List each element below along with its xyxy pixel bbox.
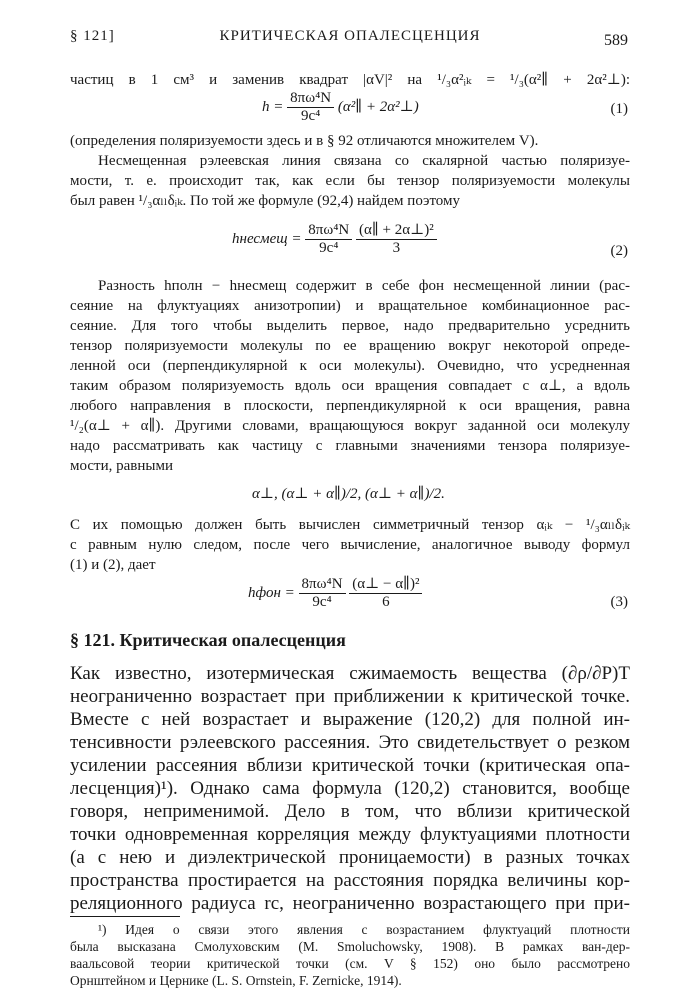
header-section-ref: § 121] xyxy=(70,28,115,44)
equation-2: hнесмещ = $\frac{\text{8πω⁴N}}{\text{9c⁴}}$ $\frac{\text{(α∥ + 2α⊥)²}}{3}$ xyxy=(232,222,437,257)
text-line: был равен ¹/₃αₗₗδᵢₖ. По той же формуле (92,4) найдем поэтому xyxy=(70,193,461,209)
text-line: частиц в 1 см³ и заменив квадрат |αV|² на ¹/₃α²ᵢₖ = ¹/₃(α²∥ + 2α²⊥): xyxy=(70,72,630,88)
section-heading: § 121. Критическая опалесценция xyxy=(70,630,346,650)
header-title: КРИТИЧЕСКАЯ ОПАЛЕСЦЕНЦИЯ xyxy=(219,28,481,44)
text-line: Несмещенная рэлеевская линия связана со скалярной частью поляризуе- xyxy=(98,153,630,169)
running-header xyxy=(0,26,700,50)
text-line: (определения поляризуемости здесь и в § 92 отличаются множителем V). xyxy=(70,133,539,149)
body-line: Как известно, изотермическая сжимаемость вещества (∂ρ/∂P)T xyxy=(70,663,630,684)
text-line: надо рассматривать как частицу с главными значениями тензора поляризуе- xyxy=(70,438,630,454)
body-line: (а с нею и диэлектрической проницаемости) в разных точках xyxy=(70,847,630,868)
text-line: ленной оси (перпендикулярной к оси молекулы). Очевидно, что усредненная xyxy=(70,358,630,374)
body-line: пространства простирается на расстояния порядка величины кор- xyxy=(70,870,630,891)
body-line: говоря, неприменимой. Дело в том, что вблизи критической xyxy=(70,801,630,822)
equation-1-number: (1) xyxy=(610,101,628,117)
text-line: таким образом поляризуемость вдоль оси вращения совпадает с α⊥, а вдоль xyxy=(70,378,630,394)
footnote-line: ¹) Идея о связи этого явления с возрастанием флуктуаций плотности xyxy=(98,922,630,937)
body-line: усилении рассеяния вблизи критической точки (критическая опа- xyxy=(70,755,630,776)
text-line: сеяние на флуктуациях анизотропии) и вращательное комбинационное рас- xyxy=(70,298,630,314)
footnote-line: Орнштейном и Цернике (L. S. Ornstein, F. Zernicke, 1914). xyxy=(70,973,402,988)
equation-values: α⊥, (α⊥ + α∥)/2, (α⊥ + α∥)/2. xyxy=(252,486,445,502)
body-line: точки одновременная корреляция между флуктуациями плотности xyxy=(70,824,630,845)
text-line: Разность hполн − hнесмещ содержит в себе фон несмещенной линии (рас- xyxy=(98,278,630,294)
text-line: (1) и (2), дает xyxy=(70,557,156,573)
body-line: неограниченно возрастает при приближении к критической точке. xyxy=(70,686,630,707)
text-line: С их помощью должен быть вычислен симметричный тензор αᵢₖ − ¹/₃αₗₗδᵢₖ xyxy=(70,517,630,533)
text-line: мости, т. е. происходит так, как если бы тензор поляризуемости молекулы xyxy=(70,173,630,189)
equation-1: h = $\frac{\text{8πω⁴N}}{\text{9c⁴}}$ (α²∥ + 2α²⊥) xyxy=(262,90,419,124)
footnote-line: ваальсовой теории критической точки (см. V § 152) оно было рассмотрено xyxy=(70,956,630,971)
body-line: тенсивности рэлеевского рассеяния. Это свидетельствует о резком xyxy=(70,732,630,753)
body-line: реляционного радиуса rc, неограниченно возрастающего при при- xyxy=(70,893,630,914)
page-number: 589 xyxy=(604,32,628,49)
footnote-rule xyxy=(70,916,180,917)
equation-2-number: (2) xyxy=(610,243,628,259)
text-line: любого направления в плоскости, перпендикулярной к оси вращения, равна xyxy=(70,398,630,414)
text-line: сеяние. Для того чтобы выделить первое, надо предварительно усреднить xyxy=(70,318,630,334)
equation-3: hфон = $\frac{\text{8πω⁴N}}{\text{9c⁴}}$ $\frac{\text{(α⊥ − α∥)²}}{6}$ xyxy=(248,576,422,611)
body-line: лесценция)¹). Однако сама формула (120,2) становится, вообще xyxy=(70,778,630,799)
footnote-line: была высказана Смолуховским (M. Smoluchowsky, 1908). В рамках ван-дер- xyxy=(70,939,630,954)
text-line: ¹/₂(α⊥ + α∥). Другими словами, вращающуюся вокруг заданной оси молекулу xyxy=(70,418,630,434)
body-line: Вместе с ней возрастает и выражение (120,2) для полной ин- xyxy=(70,709,630,730)
equation-3-number: (3) xyxy=(610,594,628,610)
text-line: мости, равными xyxy=(70,458,173,474)
text-line: тензор поляризуемости молекулы по ее вращению вокруг некоторой опреде- xyxy=(70,338,630,354)
text-line: с равным нулю следом, после чего вычисление, аналогичное выводу формул xyxy=(70,537,630,553)
